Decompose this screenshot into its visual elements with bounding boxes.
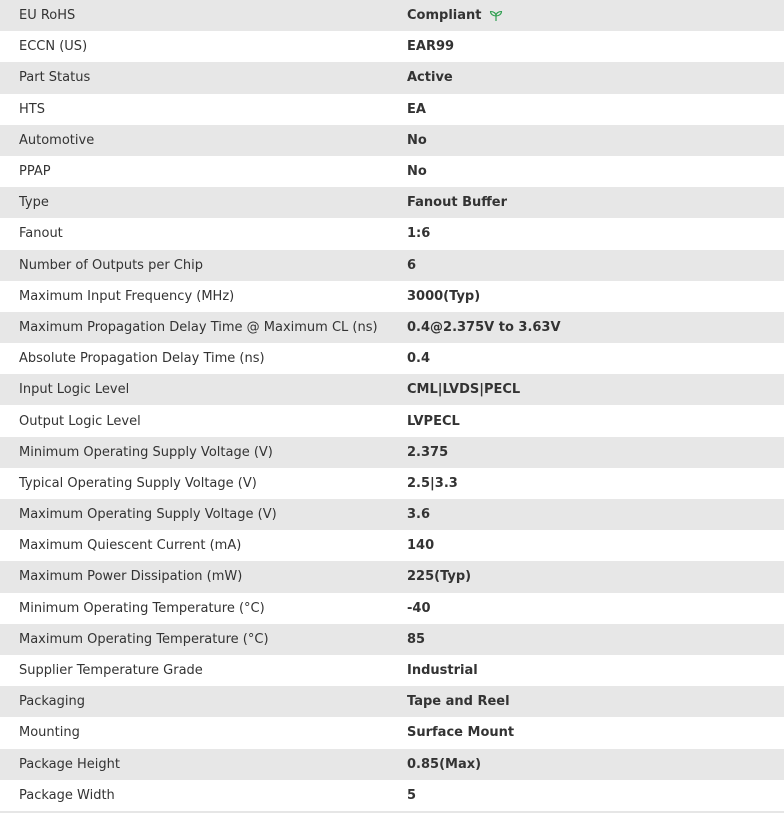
spec-value: LVPECL: [407, 413, 460, 429]
spec-value: 0.4: [407, 351, 431, 367]
leaf-icon: [489, 10, 503, 22]
spec-row: [0, 437, 784, 468]
spec-row: [0, 281, 784, 312]
spec-value: EAR99: [407, 39, 455, 55]
spec-row: [0, 530, 784, 561]
spec-row: [0, 405, 784, 436]
spec-value: No: [407, 132, 427, 148]
spec-row: [0, 468, 784, 499]
spec-label: Package Height: [19, 756, 120, 772]
spec-row: [0, 749, 784, 780]
spec-value-cell: [388, 663, 478, 678]
spec-label: Supplier Temperature Grade: [19, 663, 203, 679]
spec-value: 140: [407, 538, 435, 554]
spec-label: Fanout: [19, 226, 63, 242]
spec-value-cell: [388, 164, 427, 179]
spec-row: [0, 312, 784, 343]
spec-value-cell: [388, 507, 430, 522]
spec-value-cell: [388, 226, 430, 241]
spec-value-cell: [388, 8, 503, 23]
spec-label: HTS: [19, 101, 45, 117]
spec-label: Maximum Operating Supply Voltage (V): [19, 507, 277, 523]
spec-label: Part Status: [19, 70, 91, 86]
spec-label: PPAP: [19, 164, 51, 180]
spec-label: Package Width: [19, 787, 115, 803]
spec-label: Maximum Power Dissipation (mW): [19, 569, 243, 585]
spec-row: [0, 31, 784, 62]
spec-row: [0, 561, 784, 592]
spec-value: Fanout Buffer: [407, 195, 507, 211]
spec-value: Active: [407, 70, 453, 86]
spec-row: [0, 655, 784, 686]
spec-label: Maximum Operating Temperature (°C): [19, 631, 269, 647]
spec-row: [0, 593, 784, 624]
spec-value: Industrial: [407, 663, 478, 679]
spec-row: [0, 62, 784, 93]
spec-row: [0, 94, 784, 125]
spec-value: EA: [407, 101, 426, 117]
spec-value-cell: [388, 788, 416, 803]
spec-row: [0, 218, 784, 249]
spec-value: 5: [407, 787, 417, 803]
spec-label: Maximum Propagation Delay Time @ Maximum CL (ns): [19, 319, 378, 335]
spec-label: Minimum Operating Supply Voltage (V): [19, 444, 273, 460]
spec-row: [0, 0, 784, 31]
spec-value: 225(Typ): [407, 569, 472, 585]
spec-value-cell: [388, 694, 510, 709]
spec-label: Typical Operating Supply Voltage (V): [19, 475, 257, 491]
spec-value-cell: [388, 195, 507, 210]
spec-label: Type: [19, 195, 49, 211]
spec-row: [0, 374, 784, 405]
spec-value: 3000(Typ): [407, 288, 481, 304]
spec-value: -40: [407, 600, 431, 616]
spec-value: 0.85(Max): [407, 756, 482, 772]
spec-value-cell: [388, 133, 427, 148]
spec-row: [0, 343, 784, 374]
spec-label: Number of Outputs per Chip: [19, 257, 203, 273]
spec-row: [0, 686, 784, 717]
spec-value: Surface Mount: [407, 725, 515, 741]
spec-value-cell: [388, 70, 453, 85]
spec-row: [0, 156, 784, 187]
spec-value: 2.5|3.3: [407, 475, 458, 491]
spec-value: CML|LVDS|PECL: [407, 382, 521, 398]
spec-value-cell: [388, 102, 426, 117]
spec-value-cell: [388, 601, 431, 616]
spec-row: [0, 499, 784, 530]
spec-value-cell: [388, 382, 520, 397]
spec-label: Output Logic Level: [19, 413, 141, 429]
spec-value: 0.4@2.375V to 3.63V: [407, 319, 561, 335]
spec-row: [0, 780, 784, 811]
spec-value: 85: [407, 631, 426, 647]
spec-row: [0, 250, 784, 281]
spec-value: Compliant: [407, 8, 482, 24]
spec-value: Tape and Reel: [407, 694, 510, 710]
spec-value: 3.6: [407, 507, 431, 523]
spec-row: [0, 717, 784, 748]
spec-value: 1:6: [407, 226, 431, 242]
spec-label: ECCN (US): [19, 39, 88, 55]
spec-label: Packaging: [19, 694, 85, 710]
spec-label: Maximum Input Frequency (MHz): [19, 288, 235, 304]
spec-label: Minimum Operating Temperature (°C): [19, 600, 265, 616]
spec-value: 2.375: [407, 444, 449, 460]
spec-label: Maximum Quiescent Current (mA): [19, 538, 242, 554]
spec-row: [0, 187, 784, 218]
spec-label: Input Logic Level: [19, 382, 130, 398]
spec-value-cell: [388, 632, 425, 647]
spec-label: Absolute Propagation Delay Time (ns): [19, 351, 265, 367]
spec-value-cell: [388, 476, 458, 491]
spec-row: [0, 125, 784, 156]
spec-value-cell: [388, 414, 460, 429]
spec-value: No: [407, 164, 427, 180]
spec-value-cell: [388, 445, 448, 460]
spec-value-cell: [388, 258, 416, 273]
spec-value-cell: [388, 725, 514, 740]
spec-row: [0, 624, 784, 655]
spec-value-cell: [388, 757, 481, 772]
spec-label: EU RoHS: [19, 8, 76, 24]
spec-value-cell: [388, 538, 434, 553]
spec-value-cell: [388, 39, 454, 54]
spec-label: Automotive: [19, 132, 95, 148]
spec-label: Mounting: [19, 725, 80, 741]
spec-value-cell: [388, 289, 480, 304]
spec-value-cell: [388, 569, 471, 584]
spec-value-cell: [388, 320, 561, 335]
spec-value-cell: [388, 351, 430, 366]
spec-value: 6: [407, 257, 417, 273]
